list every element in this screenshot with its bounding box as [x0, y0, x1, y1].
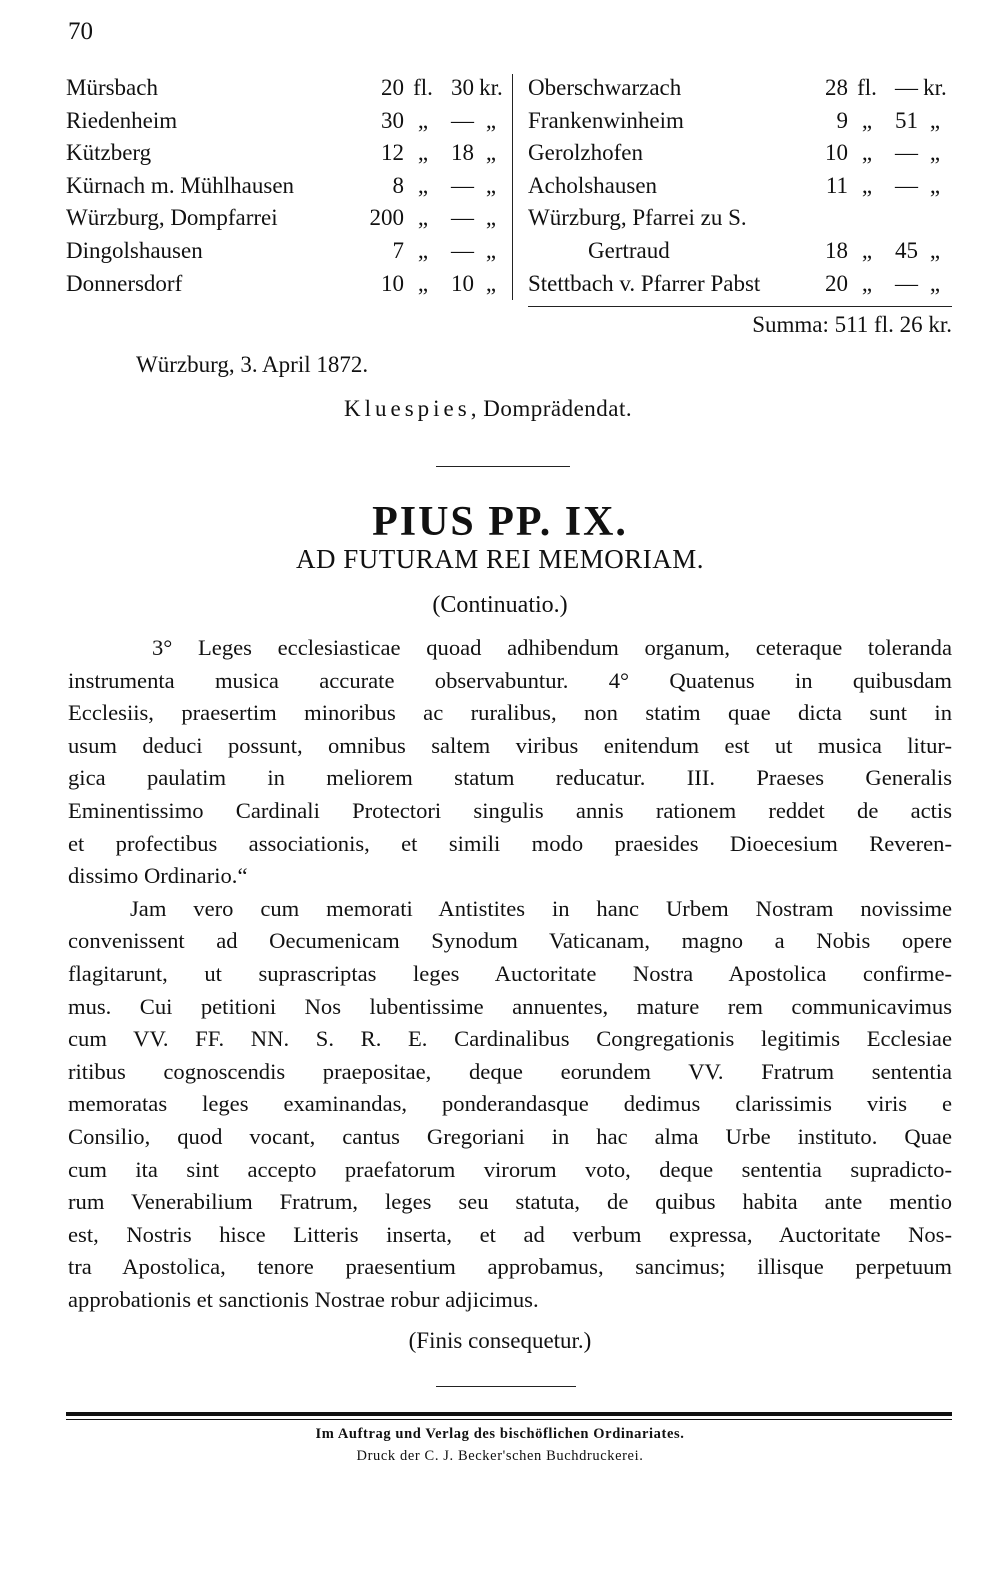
- donation-florin: 10: [381, 270, 404, 296]
- donation-unit-kreuzer: „: [485, 140, 497, 166]
- decree-line: cum VV. FF. NN. S. R. E. Cardinalibus Congregationis legitimis Ecclesiae: [68, 1026, 952, 1052]
- donation-unit-kreuzer: „: [929, 140, 941, 166]
- donation-kreuzer: —: [451, 237, 474, 263]
- donation-place: Gerolzhofen: [528, 140, 643, 166]
- donation-florin: 10: [825, 140, 848, 166]
- donation-florin: 12: [381, 140, 404, 166]
- donation-row: [528, 105, 952, 138]
- donation-kreuzer: —: [451, 107, 474, 133]
- donation-unit-kreuzer: „: [485, 205, 497, 231]
- donation-table: [66, 72, 952, 300]
- footer-rule-thick: [66, 1412, 952, 1416]
- donation-place: Mürsbach: [66, 75, 158, 100]
- donation-row: [66, 268, 506, 301]
- donation-florin: 20: [825, 270, 848, 296]
- donation-florin: 18: [825, 237, 848, 263]
- donation-unit-kreuzer: „: [929, 172, 941, 198]
- donation-unit-kreuzer: „: [929, 270, 941, 296]
- donation-unit-florin: „: [861, 107, 873, 133]
- donation-florin: 28: [825, 75, 848, 100]
- decree-line: approbationis et sanctionis Nostrae robur adjicimus.: [68, 1286, 539, 1312]
- decree-line: et profectibus associationis, et simili modo praesides Dioecesium Reveren-: [68, 830, 952, 856]
- decree-line: instrumenta musica accurate observabuntur. 4° Quatenus in quibusdam: [68, 667, 952, 693]
- donation-unit-kreuzer: kr.: [479, 75, 503, 100]
- date-line: Würzburg, 3. April 1872.: [136, 352, 369, 377]
- decree-line: Jam vero cum memorati Antistites in hanc Urbem Nostram novissime: [130, 895, 952, 921]
- donation-place: Dingolshausen: [66, 237, 203, 263]
- donation-place: Würzburg, Pfarrei zu S.: [528, 205, 747, 231]
- donation-unit-florin: „: [861, 140, 873, 166]
- donation-unit-kreuzer: kr.: [923, 75, 947, 100]
- decree-line: convenissent ad Oecumenicam Synodum Vaticanam, magno a Nobis opere: [68, 928, 952, 954]
- donation-florin: 30: [381, 107, 404, 133]
- donation-unit-kreuzer: „: [485, 270, 497, 296]
- donation-row: [528, 170, 952, 203]
- imprint-printer: Druck der C. J. Becker'schen Buchdruckerei.: [356, 1448, 644, 1464]
- donation-unit-kreuzer: „: [929, 107, 941, 133]
- donation-unit-florin: „: [861, 172, 873, 198]
- decree-heading: PIUS PP. IX.: [372, 499, 628, 545]
- decree-line: Consilio, quod vocant, cantus Gregoriani in hac alma Urbe instituto. Quae: [68, 1123, 952, 1149]
- donation-unit-florin: „: [417, 172, 429, 198]
- end-divider: [436, 1386, 576, 1387]
- donation-florin: 20: [381, 75, 404, 100]
- donation-unit-florin: „: [417, 270, 429, 296]
- donation-column-right: [528, 72, 952, 300]
- decree-line: gica paulatim in meliorem statum reducatur. III. Praeses Generalis: [68, 765, 952, 791]
- donation-row: [66, 137, 506, 170]
- decree-line: 3° Leges ecclesiasticae quoad adhibendum organum, ceteraque toleranda: [152, 635, 952, 660]
- donation-unit-florin: „: [861, 237, 873, 263]
- donation-row: [66, 105, 506, 138]
- donation-unit-florin: „: [417, 205, 429, 231]
- donation-unit-florin: „: [861, 270, 873, 296]
- donation-florin: 200: [369, 205, 404, 231]
- decree-line: usum deduci possunt, omnibus saltem viribus enitendum est ut musica litur-: [68, 732, 952, 758]
- donation-kreuzer: —: [895, 140, 918, 166]
- decree-subheading: AD FUTURAM REI MEMORIAM.: [295, 544, 705, 574]
- donation-place: Würzburg, Dompfarrei: [66, 205, 278, 231]
- donation-place: Frankenwinheim: [528, 107, 684, 133]
- donation-row: [66, 72, 506, 105]
- decree-text: [68, 632, 952, 1316]
- donation-row: [528, 268, 952, 301]
- donation-unit-florin: „: [417, 237, 429, 263]
- decree-line: est, Nostris hisce Litteris inserta, et ad verbum expressa, Auctoritate Nos-: [68, 1221, 952, 1247]
- imprint-publisher: Im Auftrag und Verlag des bischöflichen Ordinariates.: [315, 1426, 685, 1442]
- decree-line: dissimo Ordinario.“: [68, 863, 248, 889]
- donation-place: Riedenheim: [66, 107, 178, 133]
- donation-column-left: [66, 72, 506, 300]
- decree-line: memoratas leges examinandas, ponderandasque dedimus clarissimis viris e: [68, 1091, 952, 1117]
- donation-row: [66, 202, 506, 235]
- donation-kreuzer: 45: [895, 237, 918, 263]
- decree-line: tra Apostolica, tenore praesentium approbamus, sancimus; illisque perpetuum: [68, 1254, 952, 1280]
- sum-rule: [528, 306, 952, 307]
- donation-row: [528, 137, 952, 170]
- signatory-title: , Domprädendat.: [470, 396, 633, 421]
- page-number: 70: [68, 18, 93, 45]
- column-divider: [512, 74, 513, 300]
- donation-unit-kreuzer: „: [929, 237, 941, 263]
- donation-unit-florin: „: [417, 140, 429, 166]
- donation-kreuzer: 10: [451, 270, 474, 296]
- donation-row: [66, 170, 506, 203]
- donation-place: Donnersdorf: [66, 270, 183, 296]
- donation-total: Summa: 511 fl. 26 kr.: [752, 312, 952, 337]
- donation-unit-florin: „: [417, 107, 429, 133]
- donation-florin: 7: [392, 237, 404, 263]
- donation-kreuzer: —: [451, 205, 474, 231]
- donation-kreuzer: —: [895, 270, 918, 296]
- decree-line: ritibus cognoscendis praepositae, deque eorundem VV. Fratrum sententia: [68, 1058, 952, 1084]
- continuatio-note: (Continuatio.): [432, 592, 568, 618]
- decree-line: rum Venerabilium Fratrum, leges seu statuta, de quibus habita ante mentio: [68, 1189, 952, 1215]
- donation-place: Gertraud: [588, 237, 670, 263]
- donation-florin: 9: [836, 107, 848, 133]
- donation-kreuzer: —: [895, 172, 918, 198]
- decree-line: flagitarunt, ut suprascriptas leges Auctoritate Nostra Apostolica confirme-: [68, 960, 952, 986]
- signature-line: [344, 396, 632, 422]
- donation-unit-kreuzer: „: [485, 172, 497, 198]
- donation-unit-kreuzer: „: [485, 107, 497, 133]
- signatory-name: Kluespies: [344, 396, 471, 421]
- donation-row: [528, 235, 952, 268]
- donation-kreuzer: 51: [895, 107, 918, 133]
- donation-kreuzer: —: [451, 172, 474, 198]
- donation-florin: 8: [392, 172, 404, 198]
- decree-line: Eminentissimo Cardinali Protectori singulis annis rationem reddet de actis: [68, 797, 952, 823]
- donation-place: Kürnach m. Mühlhausen: [66, 172, 295, 198]
- donation-kreuzer: 18: [451, 140, 474, 166]
- section-divider: [436, 466, 570, 467]
- footer-rule-thin: [66, 1419, 952, 1420]
- donation-place: Oberschwarzach: [528, 75, 682, 100]
- donation-place: Acholshausen: [528, 172, 658, 198]
- donation-place: Stettbach v. Pfarrer Pabst: [528, 270, 761, 296]
- decree-line: Ecclesiis, praesertim minoribus ac ruralibus, non statim quae dicta sunt in: [68, 700, 952, 726]
- donation-row: [528, 202, 952, 235]
- decree-line: cum ita sint accepto praefatorum virorum voto, deque sententia supradicto-: [68, 1156, 952, 1182]
- donation-row: [66, 235, 506, 268]
- donation-unit-florin: fl.: [857, 75, 877, 100]
- finis-note: (Finis consequetur.): [408, 1328, 592, 1353]
- donation-unit-kreuzer: „: [485, 237, 497, 263]
- decree-line: mus. Cui petitioni Nos lubentissime annuentes, mature rem communicavimus: [68, 993, 952, 1019]
- donation-florin: 11: [825, 172, 848, 198]
- donation-kreuzer: —: [895, 75, 918, 100]
- donation-unit-florin: fl.: [413, 75, 433, 100]
- donation-row: [528, 72, 952, 105]
- donation-kreuzer: 30: [451, 75, 474, 100]
- donation-place: Kützberg: [66, 140, 152, 166]
